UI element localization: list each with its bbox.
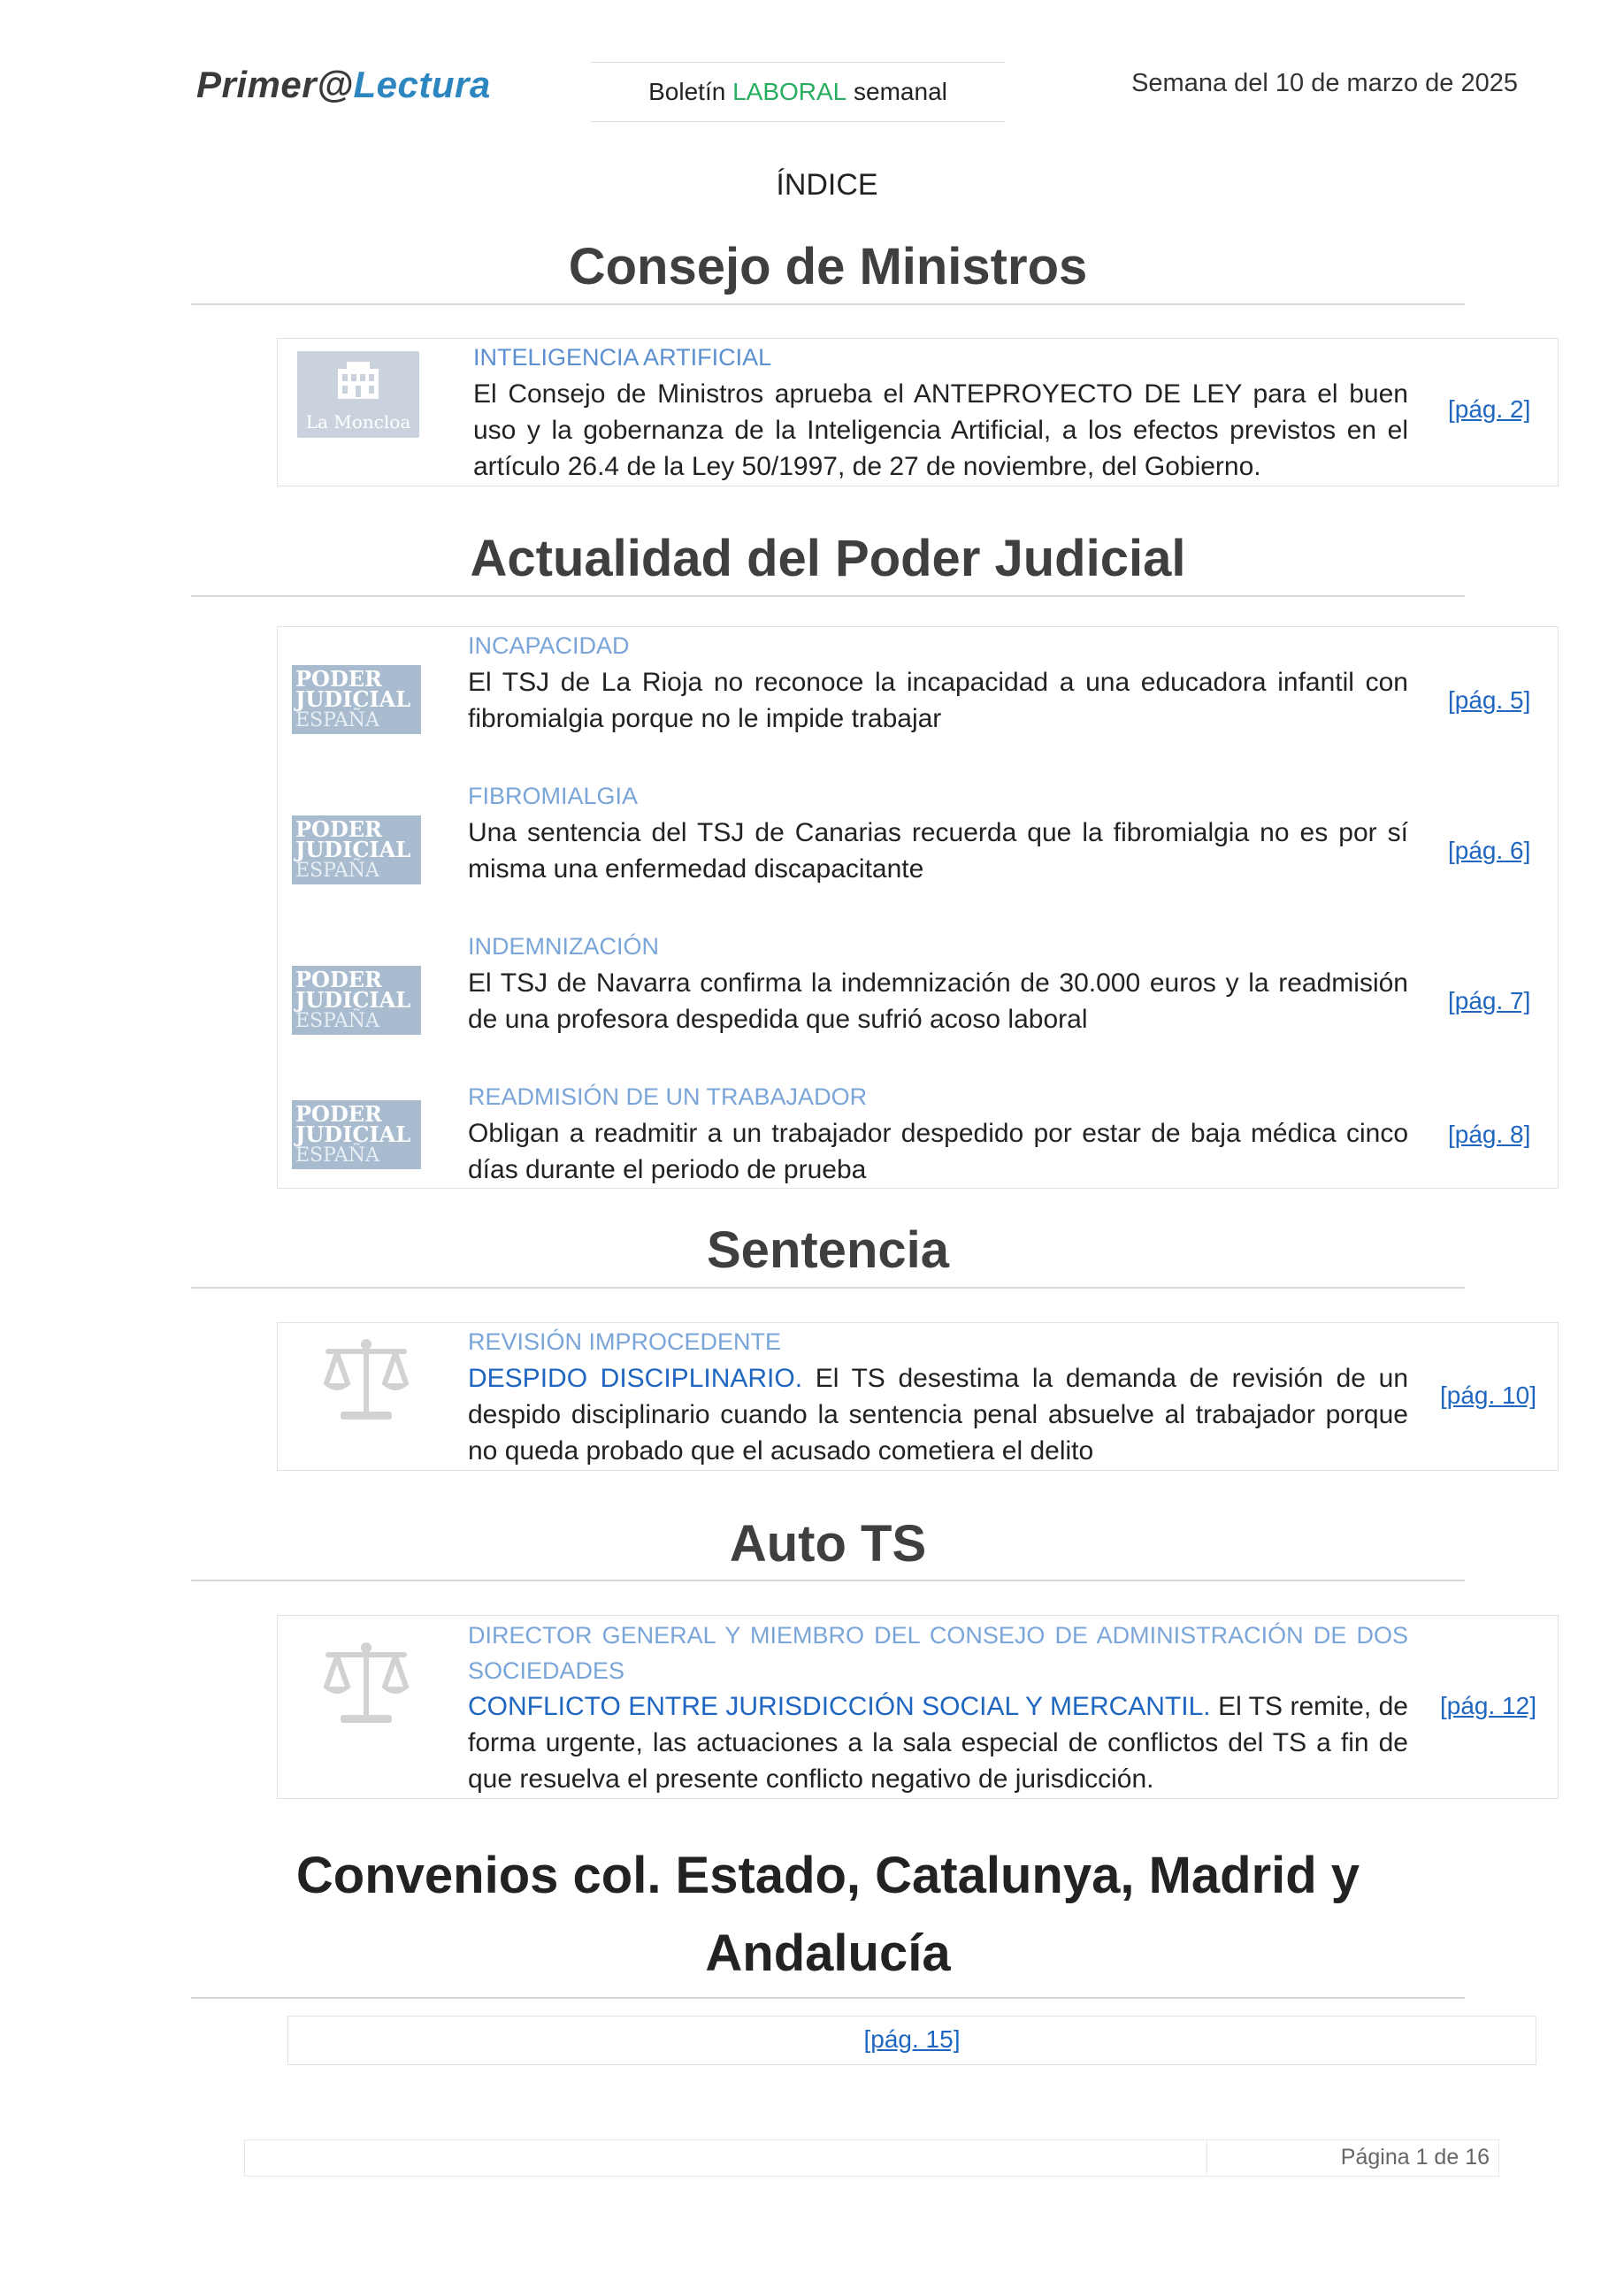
entry-text: El TS desestima la demanda de revisión de un despido disciplinario cuando la sentencia penal absuelve al trabajador porque no queda probado que el acusado cometiera el delito <box>468 1364 1409 1466</box>
section-divider <box>191 595 1465 597</box>
poder-judicial-logo <box>292 665 421 734</box>
poder-judicial-logo <box>292 966 421 1035</box>
entry-description: El Consejo de Ministros aprueba el ANTEPROYECTO DE LEY para el buen uso y la gobernanza de la Inteligencia Artificial, a los efectos previstos en el artículo 26.4 de la Ley 50/1997, de 27 de noviembre, del Gobierno. <box>473 379 1408 481</box>
section-divider <box>191 1997 1465 1999</box>
boletin-title <box>591 62 1005 122</box>
section-title-consejo: Consejo de Ministros <box>568 238 1088 295</box>
entry-category: DIRECTOR GENERAL Y MIEMBRO DEL CONSEJO DE ADMINISTRACIÓN DE DOS SOCIEDADES <box>468 1622 1408 1684</box>
entry-category: READMISIÓN DE UN TRABAJADOR <box>468 1083 868 1110</box>
entry-description: Una sentencia del TSJ de Canarias recuerda que la fibromialgia no es por sí misma una enfermedad discapacitante <box>468 818 1408 884</box>
page-link[interactable]: [pág. 7] <box>1448 987 1531 1014</box>
section-title-convenios <box>191 1837 1465 1993</box>
list-item <box>278 928 1558 1078</box>
logo-part2: Lectura <box>353 64 491 105</box>
pj-line2: JUDICIAL <box>295 987 411 1013</box>
pj-line1: PODER <box>295 666 383 692</box>
entry-box-poder-judicial <box>277 626 1559 1189</box>
poder-judicial-logo <box>292 1100 421 1169</box>
scales-of-justice-icon <box>318 1334 415 1426</box>
pj-line2: JUDICIAL <box>295 837 411 862</box>
entry-description <box>468 1360 1408 1469</box>
entry-text: El TS remite, de forma urgente, las actuaciones a la sala especial de conflictos del TS a fin de que resuelva el presente conflicto negativo de jurisdicción. <box>468 1692 1408 1794</box>
pj-line2: JUDICIAL <box>295 686 411 712</box>
section-title-sentencia: Sentencia <box>707 1221 949 1279</box>
entry-box-convenios <box>287 2016 1536 2065</box>
page-link[interactable]: [pág. 12] <box>1440 1692 1536 1719</box>
primera-lectura-logo <box>196 64 491 106</box>
list-item <box>278 627 1558 777</box>
entry-category: FIBROMIALGIA <box>468 783 639 809</box>
week-date: Semana del 10 de marzo de 2025 <box>1131 69 1518 97</box>
entry-category: INTELIGENCIA ARTIFICIAL <box>473 344 772 371</box>
page-link[interactable]: [pág. 6] <box>1448 837 1531 864</box>
pj-line1: PODER <box>295 1101 383 1127</box>
convenios-line2: Andalucía <box>705 1925 951 1982</box>
entry-category: REVISIÓN IMPROCEDENTE <box>468 1328 782 1355</box>
list-item <box>278 777 1558 928</box>
page-link[interactable]: [pág. 15] <box>863 2025 961 2053</box>
pj-line1: PODER <box>295 967 383 992</box>
entry-box-consejo <box>277 338 1559 486</box>
pj-line3: ESPAÑA <box>295 1144 379 1167</box>
footer-box <box>244 2139 1499 2177</box>
page-link[interactable]: [pág. 2] <box>1448 395 1531 423</box>
section-title-auto-ts: Auto TS <box>729 1515 927 1573</box>
index-title: ÍNDICE <box>776 168 878 202</box>
section-divider <box>191 1287 1465 1289</box>
scales-of-justice-icon <box>318 1637 415 1729</box>
page-number: Página 1 de 16 <box>1340 2145 1490 2170</box>
entry-description: El TSJ de Navarra confirma la indemnización de 30.000 euros y la readmisión de una profesora despedida que sufrió acoso laboral <box>468 968 1408 1034</box>
entry-description: El TSJ de La Rioja no reconoce la incapacidad a una educadora infantil con fibromialgia porque no le impide trabajar <box>468 668 1408 733</box>
moncloa-building-icon <box>334 360 382 401</box>
boletin-pre: Boletín <box>648 78 733 105</box>
pj-line3: ESPAÑA <box>295 860 379 882</box>
page-link[interactable]: [pág. 8] <box>1448 1121 1531 1148</box>
section-divider <box>191 303 1465 305</box>
boletin-laboral: LABORAL <box>732 78 847 105</box>
entry-highlight: CONFLICTO ENTRE JURISDICCIÓN SOCIAL Y MERCANTIL. <box>468 1692 1211 1721</box>
entry-description <box>468 1688 1408 1797</box>
entry-box-sentencia <box>277 1322 1559 1471</box>
moncloa-label: La Moncloa <box>305 411 411 432</box>
entry-box-auto-ts <box>277 1615 1559 1799</box>
list-item <box>278 1078 1558 1188</box>
page-link[interactable]: [pág. 5] <box>1448 686 1531 714</box>
poder-judicial-logo <box>292 815 421 884</box>
section-title-poder-judicial: Actualidad del Poder Judicial <box>470 530 1186 587</box>
logo-part1: Primer@ <box>196 64 354 105</box>
convenios-line1: Convenios col. Estado, Catalunya, Madrid y <box>295 1847 1360 1904</box>
entry-highlight: DESPIDO DISCIPLINARIO. <box>468 1364 803 1393</box>
boletin-post: semanal <box>846 78 947 105</box>
pj-line2: JUDICIAL <box>295 1121 411 1147</box>
section-divider <box>191 1580 1465 1581</box>
pj-line3: ESPAÑA <box>295 1010 379 1032</box>
pj-line3: ESPAÑA <box>295 709 379 731</box>
entry-category: INCAPACIDAD <box>468 632 630 659</box>
pj-line1: PODER <box>295 816 383 842</box>
entry-description: Obligan a readmitir a un trabajador despedido por estar de baja médica cinco días durante el periodo de prueba <box>468 1119 1408 1184</box>
entry-category: INDEMNIZACIÓN <box>468 933 659 960</box>
la-moncloa-logo <box>297 351 419 438</box>
page-link[interactable]: [pág. 10] <box>1440 1381 1536 1409</box>
